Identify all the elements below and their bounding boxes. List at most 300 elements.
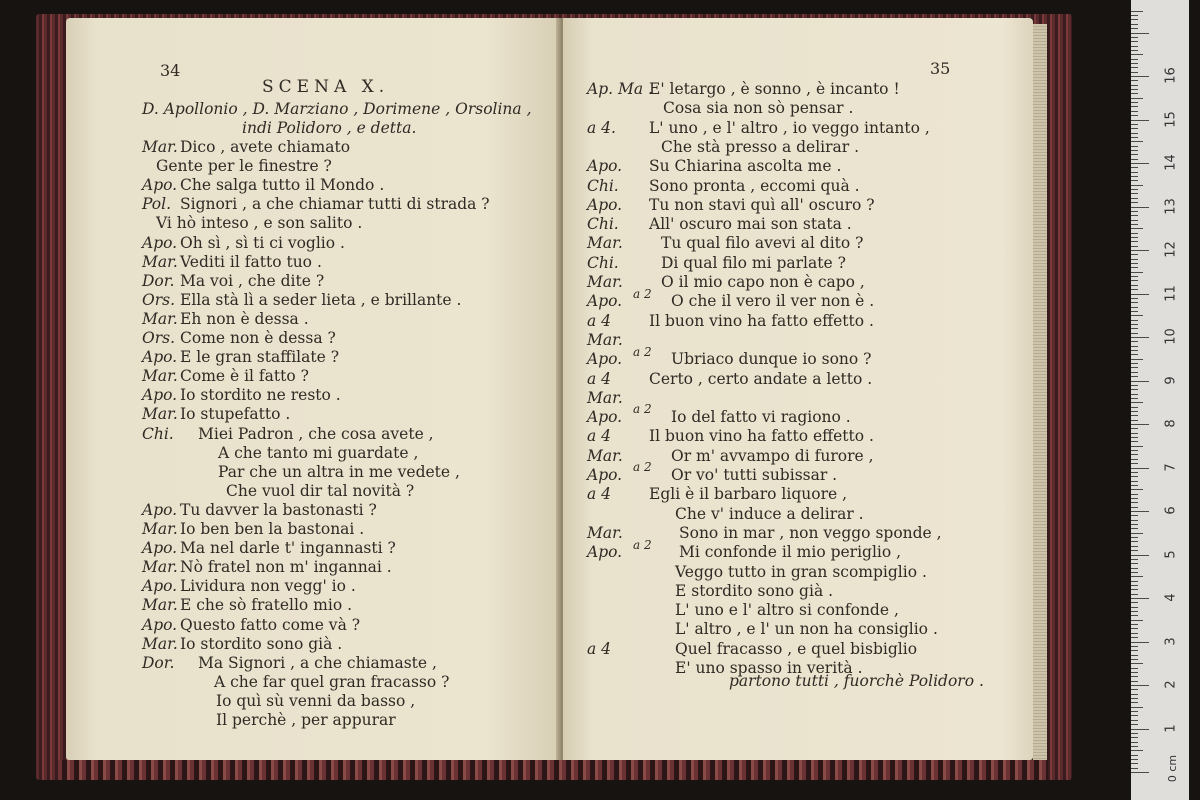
speaker-label: Mar. [142,634,178,653]
ruler-tick [1131,594,1138,595]
ruler-tick [1131,272,1143,273]
ruler-label: 16 [1163,67,1179,84]
speaker-label: Apo. [142,233,178,252]
verse-text: Io quì sù venni da basso , [216,691,416,710]
ruler-tick [1131,72,1138,73]
speaker-label: Apo. [142,577,178,596]
ruler-tick [1131,98,1143,99]
ruler-tick [1131,450,1138,451]
verse-text: Tu non stavi quì all' oscuro ? [649,195,875,214]
ruler-tick [1131,759,1138,760]
ruler-tick [1131,663,1143,664]
speaker-label: Mar. [142,367,178,386]
ruler-tick [1131,302,1138,303]
verse-text: Lividura non vegg' io . [180,577,356,596]
ruler-tick [1131,433,1138,434]
ruler-tick [1131,546,1138,547]
speaker-label: Mar. [587,330,623,349]
ruler-tick [1131,402,1143,403]
ruler-label: 10 [1163,328,1179,345]
ruler-tick [1131,446,1143,447]
scene-heading: SCENA X. [262,77,390,97]
verse-text: Quel fracasso , e quel bisbiglio [675,639,918,658]
ruler-tick [1131,737,1138,738]
verse-text: Ma voi , che dite ? [180,271,325,290]
ruler-tick [1131,441,1138,442]
speaker-label: Chi. [587,176,619,195]
ruler-tick [1131,207,1149,208]
speaker-label: Apo. [587,157,623,176]
ruler-tick [1131,707,1143,708]
ruler-tick [1131,468,1149,469]
ruler-tick [1131,381,1149,382]
ruler-tick [1131,750,1143,751]
ruler-label: 7 [1163,462,1179,472]
ruler-tick [1131,633,1138,634]
speaker-label: Mar. [587,234,623,253]
ruler-tick [1131,489,1143,490]
ruler-tick [1131,437,1138,438]
page-number: 34 [160,61,181,80]
verse-text: Signori , a che chiamar tutti di strada ? [180,195,490,214]
ruler-tick [1131,411,1138,412]
verse-text: Di qual filo mi parlate ? [661,253,846,272]
ruler-tick [1131,524,1138,525]
ruler-tick [1131,324,1138,325]
speaker-label: Ors. [142,290,175,309]
ruler-tick [1131,498,1138,499]
verse-text: Certo , certo andate a letto . [649,369,873,388]
verse-text: E' uno spasso in verità . [675,659,863,677]
ruler-tick [1131,337,1149,338]
ruler-tick [1131,320,1138,321]
ruler-tick [1131,311,1138,312]
ruler-tick [1131,711,1138,712]
verse-text: Questo fatto come và ? [180,615,361,634]
ruler-tick [1131,389,1138,390]
ruler-tick [1131,359,1143,360]
ruler-tick [1131,28,1138,29]
verse-text: Io stordito sono già . [180,634,343,653]
ruler-tick [1131,755,1138,756]
ruler-tick [1131,176,1138,177]
ruler-tick [1131,659,1138,660]
ruler-tick [1131,254,1138,255]
ruler-tick [1131,541,1138,542]
ruler-tick [1131,59,1138,60]
ruler-label: 4 [1163,593,1179,602]
speaker-label: Dor. [142,271,175,290]
verse-text: Or vo' tutti subissar . [671,466,838,484]
ruler-tick [1131,11,1143,12]
book-cover-edge [58,760,1048,780]
verse-text: Oh sì , sì ti ci voglio . [180,233,345,252]
verse-text: Su Chiarina ascolta me . [649,157,842,176]
ruler-tick [1131,15,1138,16]
speaker-label: a 4 [587,639,612,658]
ruler-tick [1131,363,1138,364]
ruler-tick [1131,650,1138,651]
ruler-tick [1131,354,1138,355]
ruler-tick [1131,250,1149,251]
ruler-tick [1131,280,1138,281]
speaker-label: a 4 [587,485,612,504]
ruler-tick [1131,415,1138,416]
ruler-tick [1131,563,1138,564]
verse-text: Miei Padron , che cosa avete , [198,424,434,443]
ruler-tick [1131,602,1138,603]
page-edges [1033,24,1047,760]
ruler-tick [1131,550,1138,551]
ruler-tick [1131,624,1138,625]
speaker-label: a 4 [587,311,612,330]
verse-text: E' letargo , è sonno , è incanto ! [649,80,900,98]
speaker-label: Ap. Ma . [587,80,653,98]
verse-text: Veggo tutto in gran scompiglio . [675,562,927,581]
speaker-label: Chi. [587,253,619,272]
verse-text: Che vuol dir tal novità ? [226,481,415,500]
speaker-label: Apo. [142,176,178,195]
ruler-label: 12 [1163,241,1179,258]
speaker-label: Apo. [142,348,178,367]
verse-text: Eh non è dessa . [180,309,309,328]
verse-text: E le gran staffilate ? [180,348,340,367]
ruler-tick [1131,93,1138,94]
measuring-ruler [1131,0,1189,800]
a2-marker: a 2 [633,402,652,417]
verse-text: Il buon vino ha fatto effetto . [649,311,874,330]
ruler-tick [1131,598,1149,599]
speaker-label: Apo. [587,350,623,369]
ruler-tick [1131,537,1138,538]
ruler-tick [1131,267,1138,268]
ruler-tick [1131,263,1138,264]
ruler-tick [1131,211,1138,212]
speaker-label: Chi. [587,215,619,234]
ruler-tick [1131,150,1138,151]
verse-text: Nò fratel non m' ingannai . [180,558,392,577]
ruler-label: 3 [1163,636,1179,646]
ruler-tick [1131,146,1138,147]
ruler-tick [1131,394,1138,395]
ruler-tick [1131,454,1138,455]
a2-marker: a 2 [633,344,652,359]
verse-text: Cosa sia non sò pensar . [663,99,854,118]
ruler-tick [1131,315,1143,316]
ruler-tick [1131,163,1149,164]
ruler-tick [1131,385,1138,386]
ruler-tick [1131,294,1149,295]
ruler-tick [1131,485,1138,486]
ruler-tick [1131,180,1138,181]
ruler-tick [1131,611,1138,612]
ruler-tick [1131,376,1138,377]
ruler-tick [1131,120,1149,121]
speaker-label: Apo. [142,615,178,634]
ruler-tick [1131,568,1138,569]
ruler-tick [1131,24,1138,25]
ruler-tick [1131,341,1138,342]
verse-text: L' uno e l' altro si confonde , [675,601,899,620]
ruler-tick [1131,237,1138,238]
verse-text: Che stà presso a delirar . [661,137,860,156]
ruler-tick [1131,333,1138,334]
verse-text: Vediti il fatto tuo . [180,252,322,271]
ruler-tick [1131,720,1138,721]
verse-text: Ella stà lì a seder lieta , e brillante . [180,290,462,309]
cast-list: D. Apollonio , D. Marziano , Dorimene , Orsolina , [142,100,532,118]
ruler-tick [1131,676,1138,677]
ruler-tick [1131,768,1138,769]
verse-text: Io del fatto vi ragiono . [671,408,851,427]
ruler-tick [1131,528,1138,529]
verse-text: Ma Signori , a che chiamaste , [198,653,437,672]
ruler-tick [1131,463,1138,464]
ruler-tick [1131,459,1138,460]
speaker-label: Apo. [142,386,178,405]
ruler-tick [1131,724,1138,725]
ruler-tick [1131,742,1138,743]
ruler-tick [1131,589,1138,590]
ruler-tick [1131,572,1138,573]
ruler-label: 6 [1163,506,1179,515]
speaker-label: Dor. [142,653,175,672]
verse-text: Il buon vino ha fatto effetto . [649,427,874,446]
speaker-label: Apo. [142,500,178,519]
ruler-tick [1131,628,1138,629]
ruler-tick [1131,689,1138,690]
ruler-tick [1131,193,1138,194]
ruler-tick [1131,54,1143,55]
ruler-tick [1131,133,1138,134]
ruler-tick [1131,106,1138,107]
verse-text: Come è il fatto ? [180,367,309,386]
ruler-tick [1131,642,1149,643]
ruler-tick [1131,763,1138,764]
ruler-tick [1131,307,1138,308]
speaker-label: Apo. [587,466,623,484]
ruler-tick [1131,285,1138,286]
ruler-tick [1131,41,1138,42]
ruler-tick [1131,224,1138,225]
ruler-tick [1131,672,1138,673]
ruler-tick [1131,89,1138,90]
ruler-tick [1131,33,1149,34]
ruler-label: 9 [1163,375,1179,385]
ruler-tick [1131,424,1149,425]
verse-text: Or m' avvampo di furore , [671,446,874,465]
ruler-tick [1131,137,1138,138]
ruler-tick [1131,655,1138,656]
page-number: 35 [930,59,951,78]
ruler-label: 5 [1163,549,1179,559]
speaker-label: Mar. [142,558,178,577]
ruler-tick [1131,63,1138,64]
verse-text: Egli è il barbaro liquore , [649,485,848,504]
ruler-tick [1131,76,1149,77]
ruler-tick [1131,220,1138,221]
verse-text: O che il vero il ver non è . [671,292,875,311]
ruler-unit: 0 cm [1166,754,1180,783]
ruler-tick [1131,372,1138,373]
speaker-label: Mar. [587,388,623,407]
ruler-tick [1131,398,1138,399]
verse-text: Ma nel darle t' ingannasti ? [180,539,396,558]
ruler-tick [1131,233,1138,234]
ruler-tick [1131,189,1138,190]
ruler-tick [1131,328,1138,329]
ruler-tick [1131,46,1138,47]
ruler-tick [1131,80,1138,81]
ruler-tick [1131,520,1138,521]
verse-text: Io stupefatto . [180,405,291,424]
verse-text: Che salga tutto il Mondo . [180,176,385,195]
speaker-label: Apo. [587,195,623,214]
ruler-tick [1131,507,1138,508]
ruler-tick [1131,289,1138,290]
a2-marker: a 2 [633,537,652,552]
ruler-tick [1131,681,1138,682]
ruler-tick [1131,533,1143,534]
verse-text: Tu qual filo avevi al dito ? [661,234,864,253]
ruler-tick [1131,85,1138,86]
ruler-tick [1131,585,1138,586]
speaker-label: Mar. [142,405,178,424]
cast-list-continued: indi Polidoro , e detta. [242,119,417,137]
speaker-label: Apo. [142,539,178,558]
ruler-tick [1131,715,1138,716]
ruler-tick [1131,607,1138,608]
verse-text: L' altro , e l' un non ha consiglio . [675,620,938,639]
ruler-tick [1131,581,1138,582]
speaker-label: Apo. [587,292,623,311]
speaker-label: Mar. [587,523,623,542]
speaker-label: Mar. [142,596,178,615]
ruler-label: 8 [1163,419,1179,428]
right-page [563,18,1033,760]
speaker-label: Mar. [142,309,178,328]
ruler-tick [1131,185,1143,186]
speaker-label: Mar. [142,252,178,271]
ruler-tick [1131,159,1138,160]
ruler-tick [1131,511,1149,512]
ruler-tick [1131,154,1138,155]
ruler-label: 15 [1163,110,1179,128]
ruler-tick [1131,241,1138,242]
ruler-tick [1131,102,1138,103]
ruler-label: 1 [1163,723,1179,733]
verse-text: Tu davver la bastonasti ? [180,500,377,519]
ruler-tick [1131,141,1143,142]
verse-text: O il mio capo non è capo , [661,273,865,291]
verse-text: Vi hò inteso , e son salito . [156,214,363,233]
ruler-tick [1131,50,1138,51]
ruler-tick [1131,228,1143,229]
ruler-tick [1131,276,1138,277]
ruler-tick [1131,746,1138,747]
speaker-label: a 4 [587,427,612,446]
ruler-label: 11 [1163,284,1179,302]
speaker-label: Chi. [142,424,174,443]
speaker-label: Mar. [142,520,178,538]
left-page [66,18,560,760]
speaker-label: Apo. [587,543,623,562]
ruler-tick [1131,576,1143,577]
speaker-label: a 4. [587,118,616,137]
verse-text: Par che un altra in me vedete , [218,462,460,481]
ruler-tick [1131,67,1138,68]
ruler-tick [1131,215,1138,216]
ruler-label: 2 [1163,680,1179,689]
ruler-tick [1131,694,1138,695]
ruler-tick [1131,298,1138,299]
speaker-label: Mar. [587,273,623,291]
a2-marker: a 2 [633,286,652,301]
ruler-tick [1131,615,1138,616]
ruler-tick [1131,246,1138,247]
ruler-tick [1131,559,1138,560]
verse-text: A che tanto mi guardate , [218,443,419,462]
verse-text: Mi confonde il mio periglio , [679,543,902,562]
speaker-label: Mar. [142,138,178,156]
speaker-label: a 4 [587,369,612,388]
ruler-tick [1131,733,1138,734]
a2-marker: a 2 [633,460,652,475]
ruler-tick [1131,407,1138,408]
ruler-tick [1131,472,1138,473]
ruler-tick [1131,476,1138,477]
ruler-tick [1131,115,1138,116]
verse-text: Sono pronta , eccomi quà . [649,176,860,195]
ruler-tick [1131,555,1149,556]
verse-text: Sono in mar , non veggo sponde , [679,523,942,542]
ruler-label: 13 [1163,197,1179,215]
verse-text: E stordito sono già . [675,581,834,600]
ruler-tick [1131,428,1138,429]
stage-direction: partono tutti , fuorchè Polidoro . [729,672,984,690]
ruler-tick [1131,420,1138,421]
verse-text: Io ben ben la bastonai . [180,520,365,538]
verse-text: Io stordito ne resto . [180,386,341,405]
ruler-tick [1131,698,1138,699]
verse-text: Dico , avete chiamato [180,138,351,156]
verse-text: Come non è dessa ? [180,329,336,347]
verse-text: L' uno , e l' altro , io veggo intanto , [649,118,930,137]
ruler-label: 14 [1163,154,1179,171]
verse-text: Che v' induce a delirar . [675,504,864,523]
ruler-tick [1131,350,1138,351]
speaker-label: Apo. [587,408,623,427]
ruler-tick [1131,502,1138,503]
verse-text: Gente per le finestre ? [156,157,332,176]
verse-text: Ubriaco dunque io sono ? [671,350,872,369]
ruler-tick [1131,772,1149,773]
ruler-tick [1131,685,1149,686]
ruler-tick [1131,202,1138,203]
speaker-label: Ors. [142,329,175,347]
ruler-tick [1131,481,1138,482]
ruler-tick [1131,172,1138,173]
ruler-tick [1131,198,1138,199]
ruler-tick [1131,259,1138,260]
ruler-tick [1131,128,1138,129]
verse-text: E che sò fratello mio . [180,596,353,615]
ruler-tick [1131,515,1138,516]
ruler-tick [1131,367,1138,368]
speaker-label: Mar. [587,446,623,465]
ruler-tick [1131,37,1138,38]
speaker-label: Pol. [142,195,172,214]
